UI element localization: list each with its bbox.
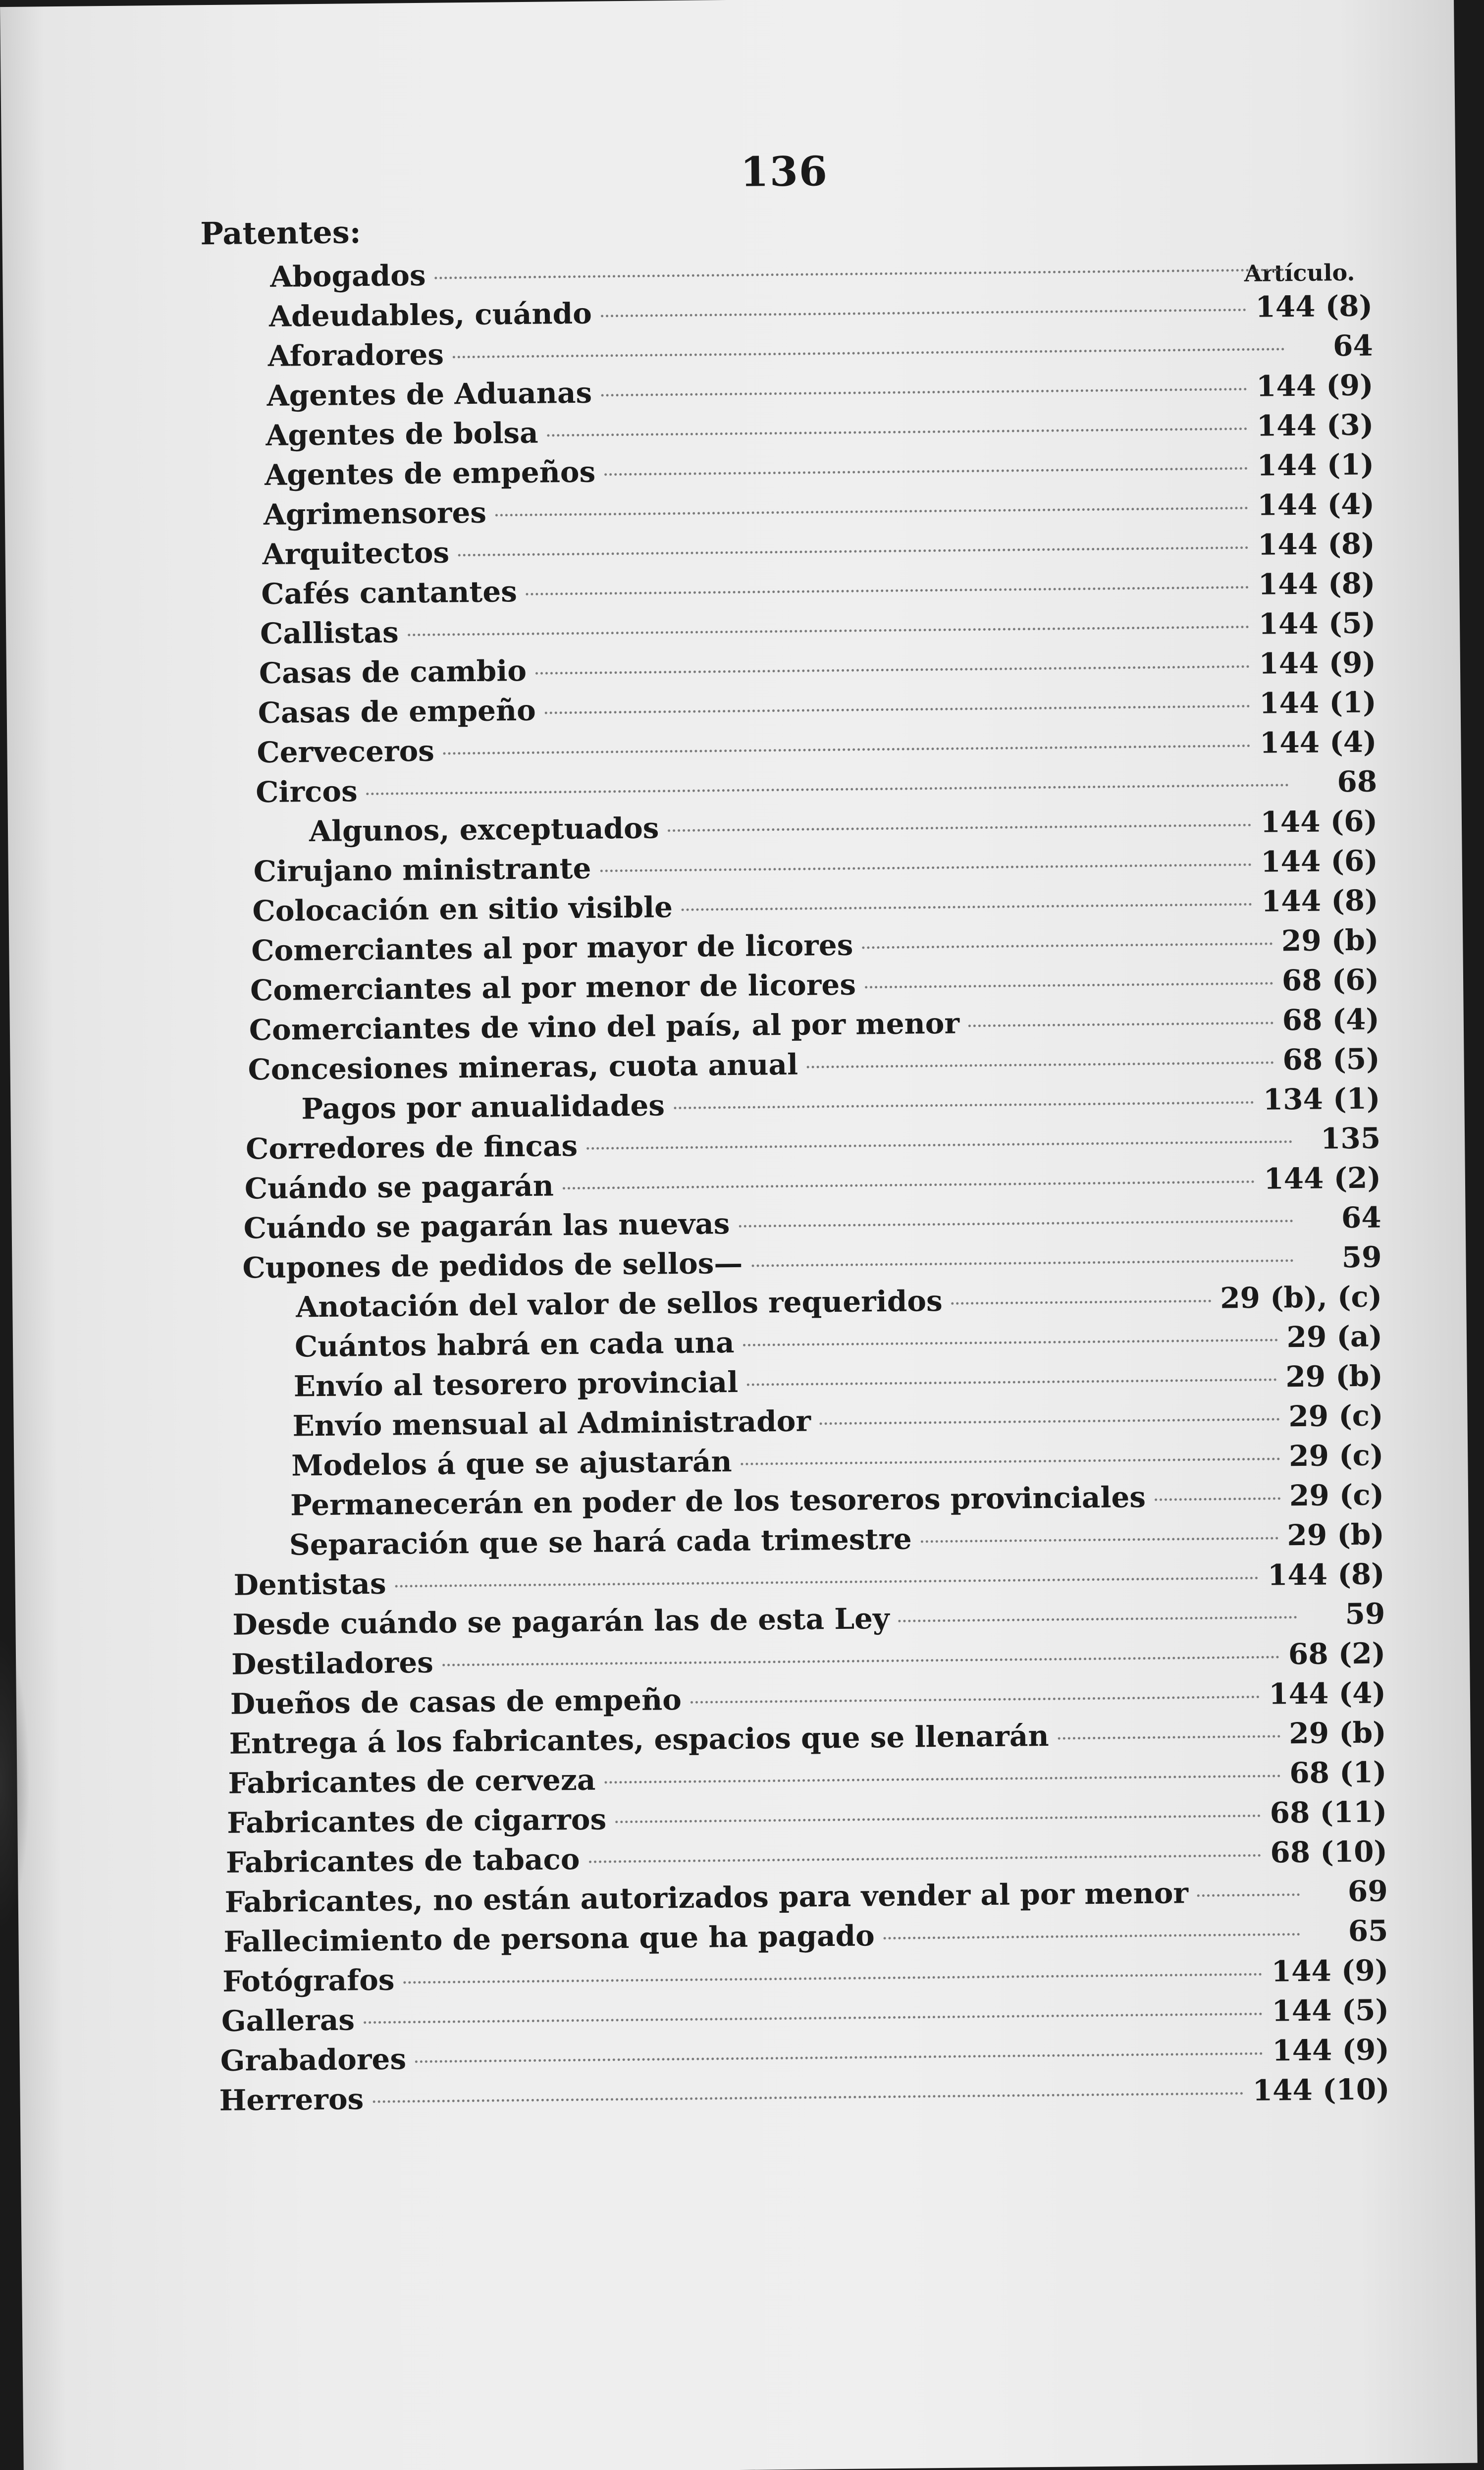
article-reference: 144 (9) [1256, 368, 1374, 403]
dot-leader [674, 1101, 1254, 1109]
article-reference: 65 [1348, 1914, 1388, 1948]
entry-label: Cirujano ministrante [253, 851, 591, 889]
article-reference: 144 (9) [1272, 2033, 1390, 2068]
entry-label: Dentistas [233, 1566, 386, 1602]
dot-leader [899, 1616, 1297, 1622]
entry-label: Fabricantes de cerveza [228, 1763, 596, 1800]
entry-label: Corredores de fincas [245, 1129, 578, 1166]
article-reference: 29 (c) [1288, 1438, 1384, 1473]
article-reference: 144 (4) [1269, 1676, 1386, 1711]
entry-label: Callistas [260, 615, 399, 651]
dot-leader [601, 388, 1247, 397]
entry-label: Algunos, exceptuados [309, 811, 659, 849]
entry-label: Arquitectos [262, 536, 450, 572]
entry-label: Fallecimiento de persona que ha pagado [223, 1919, 875, 1959]
entry-label: Cafés cantantes [261, 575, 518, 611]
entry-label: Agentes de empeños [264, 455, 596, 492]
entry-label: Comerciantes de vino del país, al por menor [249, 1006, 960, 1047]
index-entries [2, 246, 1474, 2122]
dot-leader [563, 1181, 1255, 1189]
article-reference [1293, 276, 1372, 277]
entry-label: Colocación en sitio visible [252, 890, 673, 928]
article-column-header: Artículo. [1244, 259, 1355, 287]
article-reference: 64 [1341, 1200, 1381, 1235]
dot-leader [415, 2052, 1263, 2063]
entry-label: Circos [255, 774, 358, 809]
dot-leader [535, 665, 1250, 675]
dot-leader [408, 626, 1250, 636]
dot-leader [968, 1022, 1273, 1027]
entry-label: Comerciantes al por menor de licores [250, 967, 856, 1008]
dot-leader [865, 982, 1273, 989]
entry-label: Agentes de Aduanas [266, 376, 592, 413]
dot-leader [604, 467, 1248, 476]
entry-label: Envío mensual al Administrador [292, 1404, 811, 1443]
dot-leader [751, 1259, 1293, 1267]
dot-leader [1197, 1893, 1300, 1897]
article-reference: 68 (2) [1288, 1636, 1386, 1671]
entry-label: Desde cuándo se pagarán las de esta Ley [232, 1602, 890, 1642]
article-reference: 144 (9) [1259, 645, 1377, 681]
entry-label: Permanecerán en poder de los tesoreros provinciales [290, 1480, 1146, 1522]
article-reference: 134 (1) [1263, 1081, 1380, 1117]
dot-leader [395, 1577, 1259, 1588]
page-edge-smudge [0, 1635, 30, 1932]
entry-label: Envío al tesorero provincial [293, 1365, 739, 1403]
article-reference: 144 (10) [1252, 2072, 1390, 2108]
article-reference: 144 (5) [1272, 1993, 1389, 2028]
article-reference: 68 (5) [1282, 1042, 1380, 1077]
dot-leader [404, 1973, 1263, 1984]
article-reference: 29 (c) [1289, 1478, 1384, 1513]
article-reference: 144 (4) [1257, 487, 1375, 522]
article-reference: 59 [1345, 1597, 1385, 1631]
page-number: 136 [740, 148, 829, 196]
dot-leader [443, 745, 1251, 755]
entry-label: Separación que se hará cada trimestre [289, 1522, 912, 1562]
entry-label: Fabricantes de cigarros [226, 1802, 607, 1840]
dot-leader [820, 1418, 1279, 1425]
article-reference: 69 [1347, 1874, 1388, 1909]
dot-leader [458, 546, 1249, 556]
entry-label: Cupones de pedidos de sellos— [242, 1246, 743, 1285]
entry-label: Casas de empeño [258, 693, 536, 730]
dot-leader [604, 1774, 1280, 1783]
dot-leader [372, 2092, 1243, 2103]
dot-leader [545, 705, 1250, 714]
entry-label: Casas de cambio [259, 653, 527, 691]
article-reference: 29 (c) [1288, 1398, 1383, 1434]
entry-label: Fotógrafos [222, 1963, 395, 1998]
article-reference: 64 [1332, 328, 1374, 363]
article-reference: 59 [1341, 1240, 1382, 1275]
dot-leader [739, 1220, 1293, 1228]
dot-leader [601, 309, 1247, 318]
dot-leader [1058, 1735, 1280, 1739]
dot-leader [586, 1140, 1292, 1150]
entry-label: Galleras [221, 2003, 355, 2038]
dot-leader [526, 586, 1249, 595]
article-reference: 144 (8) [1257, 527, 1375, 562]
dot-leader [364, 2013, 1263, 2024]
entry-label: Dueños de casas de empeño [230, 1683, 682, 1721]
dot-leader [743, 1339, 1277, 1346]
article-reference: 68 (10) [1270, 1834, 1388, 1870]
article-reference: 29 (b) [1287, 1517, 1385, 1553]
entry-label: Abogados [269, 258, 426, 294]
article-reference: 144 (6) [1260, 804, 1378, 839]
article-reference: 144 (6) [1260, 844, 1378, 879]
dot-leader [668, 824, 1251, 832]
dot-leader [453, 348, 1285, 358]
dot-leader [495, 507, 1248, 517]
entry-label: Destiladores [231, 1645, 434, 1681]
entry-label: Fabricantes, no están autorizados para vender al por menor [224, 1876, 1189, 1919]
entry-label: Cerveceros [257, 734, 435, 770]
dot-leader [884, 1933, 1300, 1939]
article-reference: 144 (8) [1261, 883, 1378, 918]
article-reference: 135 [1320, 1121, 1381, 1156]
entry-label: Agentes de bolsa [265, 416, 539, 452]
dot-leader [589, 1854, 1262, 1863]
entry-label: Anotación del valor de sellos requeridos [295, 1284, 943, 1324]
dot-leader [741, 1457, 1280, 1465]
dot-leader [367, 784, 1289, 795]
article-reference: 144 (1) [1259, 685, 1377, 720]
entry-label: Adeudables, cuándo [268, 296, 592, 333]
article-reference: 144 (8) [1267, 1557, 1385, 1592]
entry-label: Agrimensores [263, 495, 487, 532]
dot-leader [921, 1537, 1278, 1543]
article-reference: 68 (6) [1281, 963, 1379, 998]
entry-label: Modelos á que se ajustarán [291, 1445, 732, 1483]
entry-label: Grabadores [220, 2042, 407, 2078]
article-reference: 29 (a) [1286, 1319, 1383, 1354]
article-reference: 29 (b) [1285, 1359, 1383, 1394]
entry-label: Fabricantes de tabaco [225, 1842, 580, 1879]
article-reference: 144 (8) [1258, 566, 1376, 601]
dot-leader [952, 1300, 1212, 1305]
entry-label: Concesiones mineras, cuota anual [248, 1047, 798, 1087]
article-reference: 144 (8) [1255, 289, 1373, 324]
article-reference: 29 (b) [1288, 1716, 1386, 1751]
dot-leader [807, 1062, 1273, 1069]
dot-leader [1155, 1497, 1280, 1501]
entry-label: Comerciantes al por mayor de licores [251, 928, 853, 968]
article-reference: 144 (1) [1257, 447, 1375, 483]
article-reference: 68 (11) [1270, 1795, 1387, 1830]
dot-leader [690, 1696, 1260, 1704]
entry-label: Herreros [219, 2082, 364, 2118]
dot-leader [435, 268, 1284, 279]
section-title: Patentes: [200, 214, 361, 252]
entry-label: Pagos por anualidades [301, 1088, 665, 1126]
entry-label: Cuántos habrá en cada una [294, 1325, 735, 1364]
article-reference: 29 (b) [1281, 923, 1379, 958]
article-reference: 144 (3) [1256, 408, 1374, 443]
entry-label: Cuándo se pagarán [244, 1169, 554, 1206]
article-reference: 68 [1337, 764, 1378, 799]
dot-leader [862, 943, 1272, 949]
article-reference: 144 (5) [1258, 606, 1376, 641]
entry-label: Entrega á los fabricantes, espacios que se llenarán [229, 1718, 1049, 1761]
article-reference: 68 (1) [1289, 1755, 1387, 1790]
entry-label: Aforadores [267, 337, 444, 373]
article-reference: 144 (2) [1264, 1161, 1381, 1196]
dot-leader [547, 428, 1248, 437]
article-reference: 144 (9) [1271, 1953, 1389, 1988]
dot-leader [600, 863, 1252, 872]
dot-leader [442, 1656, 1279, 1666]
article-reference: 68 (4) [1282, 1002, 1380, 1037]
entry-label: Cuándo se pagarán las nuevas [243, 1207, 730, 1245]
dot-leader [682, 903, 1252, 911]
article-reference: 144 (4) [1259, 725, 1377, 760]
article-reference: 29 (b), (c) [1219, 1280, 1382, 1315]
dot-leader [615, 1815, 1261, 1824]
dot-leader [747, 1378, 1276, 1386]
